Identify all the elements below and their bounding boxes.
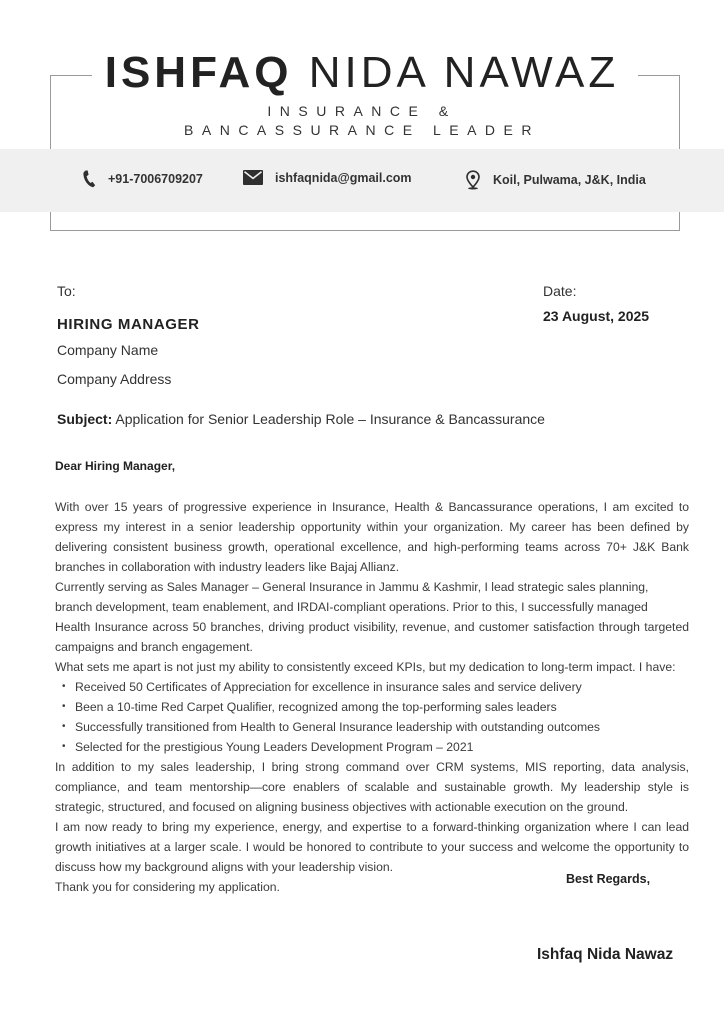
- achievements-list: [55, 677, 689, 757]
- envelope-icon: [243, 170, 263, 185]
- list-item: • Selected for the prestigious Young Leaders Development Program – 2021: [75, 737, 689, 757]
- tagline-line-1: INSURANCE &: [267, 103, 457, 119]
- applicant-name: [0, 46, 724, 100]
- list-item: • Been a 10-time Red Carpet Qualifier, recognized among the top-performing sales leaders: [75, 697, 689, 717]
- applicant-last-name: NIDA NAWAZ: [308, 48, 620, 97]
- letter-body: [55, 497, 689, 897]
- header-frame-bottom: [50, 230, 680, 231]
- list-item: • Received 50 Certificates of Appreciation for excellence in insurance sales and service delivery: [75, 677, 689, 697]
- paragraph-achievements-intro: What sets me apart is not just my ability to consistently exceed KPIs, but my dedication to long-term impact. I have:: [55, 660, 676, 674]
- applicant-first-name: ISHFAQ: [104, 48, 293, 97]
- paragraph-closing: I am now ready to bring my experience, energy, and expertise to a forward-thinking organization where I can lead growth initiatives at a larger scale. I would be honored to contribute to your success and welcome the opportunity to discuss how my background aligns with your leadership vision.: [55, 820, 689, 874]
- paragraph-current-role-rest: Health Insurance across 50 branches, driving product visibility, revenue, and customer satisfaction through targeted campaigns and branch engagement.: [55, 620, 689, 654]
- closing-regards: Best Regards,: [566, 872, 651, 886]
- contact-email: [243, 170, 412, 185]
- paragraph-current-role-line2: branch development, team enablement, and IRDAI-compliant operations. Prior to this, I successfully managed: [55, 600, 648, 614]
- tagline-line-2: BANCASSURANCE LEADER: [184, 122, 540, 138]
- location-text: Koil, Pulwama, J&K, India: [493, 173, 646, 187]
- email-address: ishfaqnida@gmail.com: [275, 170, 412, 185]
- thank-you-line: Thank you for considering my application.: [55, 880, 280, 894]
- list-item: • Successfully transitioned from Health to General Insurance leadership with outstanding outcomes: [75, 717, 689, 737]
- map-pin-icon: [465, 170, 481, 190]
- subject-text: Application for Senior Leadership Role – Insurance & Bancassurance: [112, 411, 545, 427]
- letter-date: 23 August, 2025: [543, 308, 650, 324]
- phone-number: +91-7006709207: [108, 172, 203, 186]
- phone-icon: [82, 170, 96, 188]
- subject-label: Subject:: [57, 411, 113, 427]
- paragraph-skills: In addition to my sales leadership, I bring strong command over CRM systems, MIS reporting, data analysis, compliance, and team mentorship—core enablers of scalable and sustainable growth. My leadership style is strategic, structured, and focused on aligning business objectives with actionable execution on the ground.: [55, 760, 689, 814]
- subject-line: [57, 411, 545, 427]
- paragraph-current-role-line1: Currently serving as Sales Manager – General Insurance in Jammu & Kashmir, I lead strategic sales planning,: [55, 580, 649, 594]
- salutation: Dear Hiring Manager,: [55, 459, 176, 473]
- company-name: Company Name: [57, 342, 159, 358]
- contact-location: [465, 170, 646, 190]
- to-label: To:: [57, 283, 76, 299]
- recipient-name: HIRING MANAGER: [57, 316, 200, 333]
- date-label: Date:: [543, 283, 577, 299]
- paragraph-intro: With over 15 years of progressive experience in Insurance, Health & Bancassurance operations, I am excited to express my interest in a senior leadership opportunity within your organization. My career has been defined by delivering consistent business growth, operational excellence, and high-performing teams across 70+ J&K Bank branches in collaboration with industry leaders like Bajaj Allianz.: [55, 500, 689, 574]
- signature-name: Ishfaq Nida Nawaz: [537, 946, 674, 963]
- company-address: Company Address: [57, 371, 172, 387]
- contact-phone: [82, 170, 203, 188]
- contact-bar: [0, 149, 724, 212]
